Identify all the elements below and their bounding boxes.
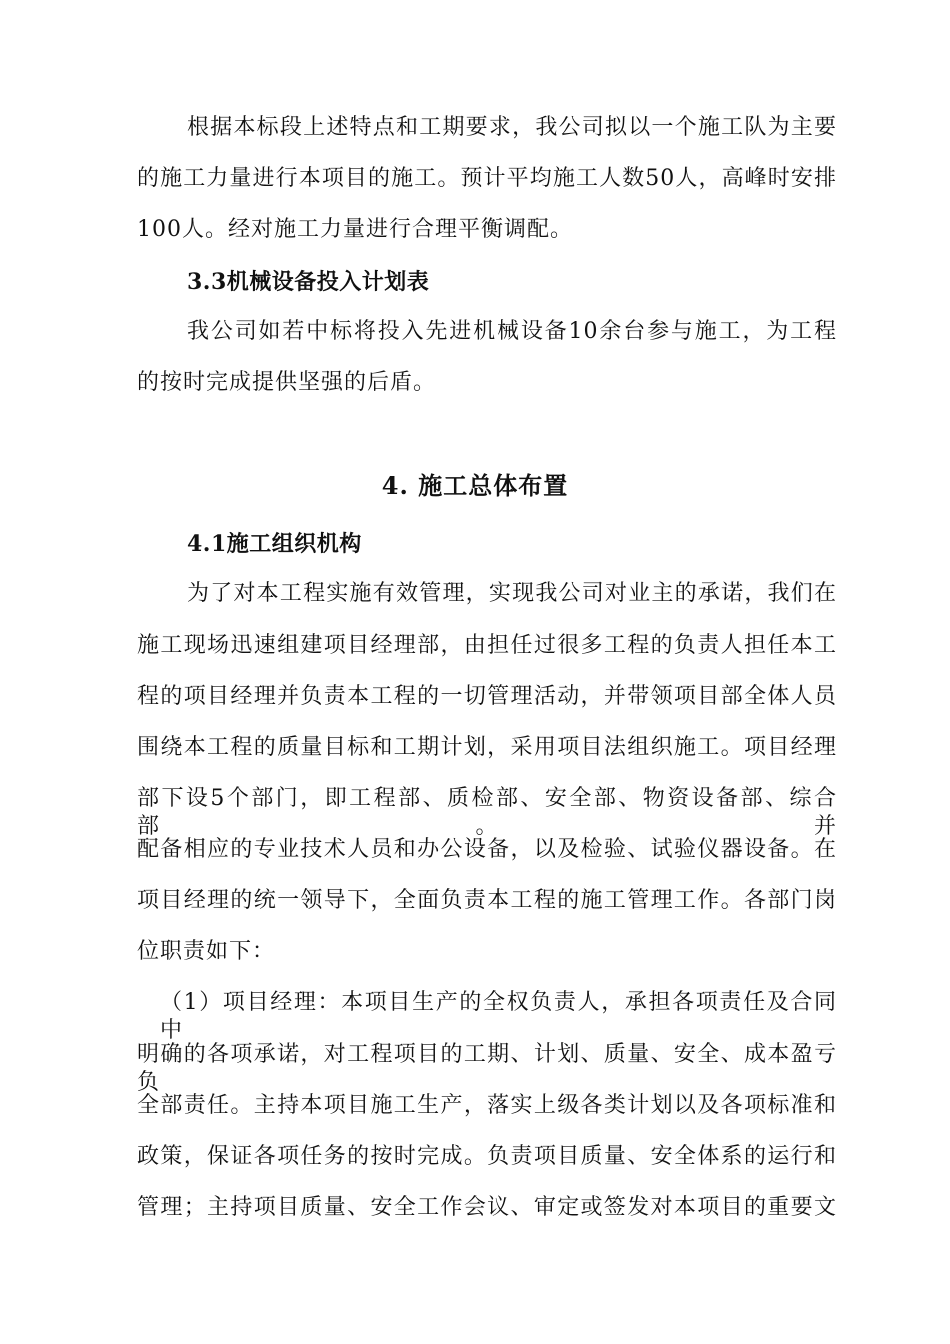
paragraph-3-line-5: 部下设5个部门，即工程部、质检部、安全部、物资设备部、综合部。并 [137, 786, 837, 839]
paragraph-1-line-2: 的施工力量进行本项目的施工。预计平均施工人数50人，高峰时安排 [137, 166, 837, 191]
paragraph-2-line-1: 我公司如若中标将投入先进机械设备10余台参与施工，为工程 [187, 319, 837, 344]
paragraph-4-line-2: 明确的各项承诺，对工程项目的工期、计划、质量、安全、成本盈亏负 [137, 1042, 837, 1095]
paragraph-2-line-2: 的按时完成提供坚强的后盾。 [137, 370, 437, 395]
paragraph-3-line-7: 项目经理的统一领导下，全面负责本工程的施工管理工作。各部门岗 [137, 888, 837, 913]
paragraph-4-line-1: （1）项目经理：本项目生产的全权负责人，承担各项责任及合同中 [160, 990, 837, 1043]
section-heading-3-3: 3.3机械设备投入计划表 [187, 269, 430, 295]
paragraph-4-line-3: 全部责任。主持本项目施工生产，落实上级各类计划以及各项标准和 [137, 1093, 837, 1118]
paragraph-4-line-5: 管理；主持项目质量、安全工作会议、审定或签发对本项目的重要文 [137, 1195, 837, 1220]
paragraph-3-line-2: 施工现场迅速组建项目经理部，由担任过很多工程的负责人担任本工 [137, 633, 837, 658]
paragraph-3-line-3: 程的项目经理并负责本工程的一切管理活动，并带领项目部全体人员 [137, 684, 837, 709]
paragraph-3-line-6: 配备相应的专业技术人员和办公设备，以及检验、试验仪器设备。在 [137, 837, 837, 862]
chapter-title-4: 4. 施工总体布置 [381, 471, 569, 500]
paragraph-3-line-1: 为了对本工程实施有效管理，实现我公司对业主的承诺，我们在 [187, 581, 837, 606]
paragraph-3-line-8: 位职责如下： [137, 939, 276, 964]
paragraph-3-line-4: 围绕本工程的质量目标和工期计划，采用项目法组织施工。项目经理 [137, 735, 837, 760]
paragraph-4-line-4: 政策，保证各项任务的按时完成。负责项目质量、安全体系的运行和 [137, 1144, 837, 1169]
paragraph-1-line-1: 根据本标段上述特点和工期要求，我公司拟以一个施工队为主要 [187, 115, 837, 140]
paragraph-1-line-3: 100人。经对施工力量进行合理平衡调配。 [137, 217, 573, 242]
section-heading-4-1: 4.1施工组织机构 [187, 531, 362, 557]
